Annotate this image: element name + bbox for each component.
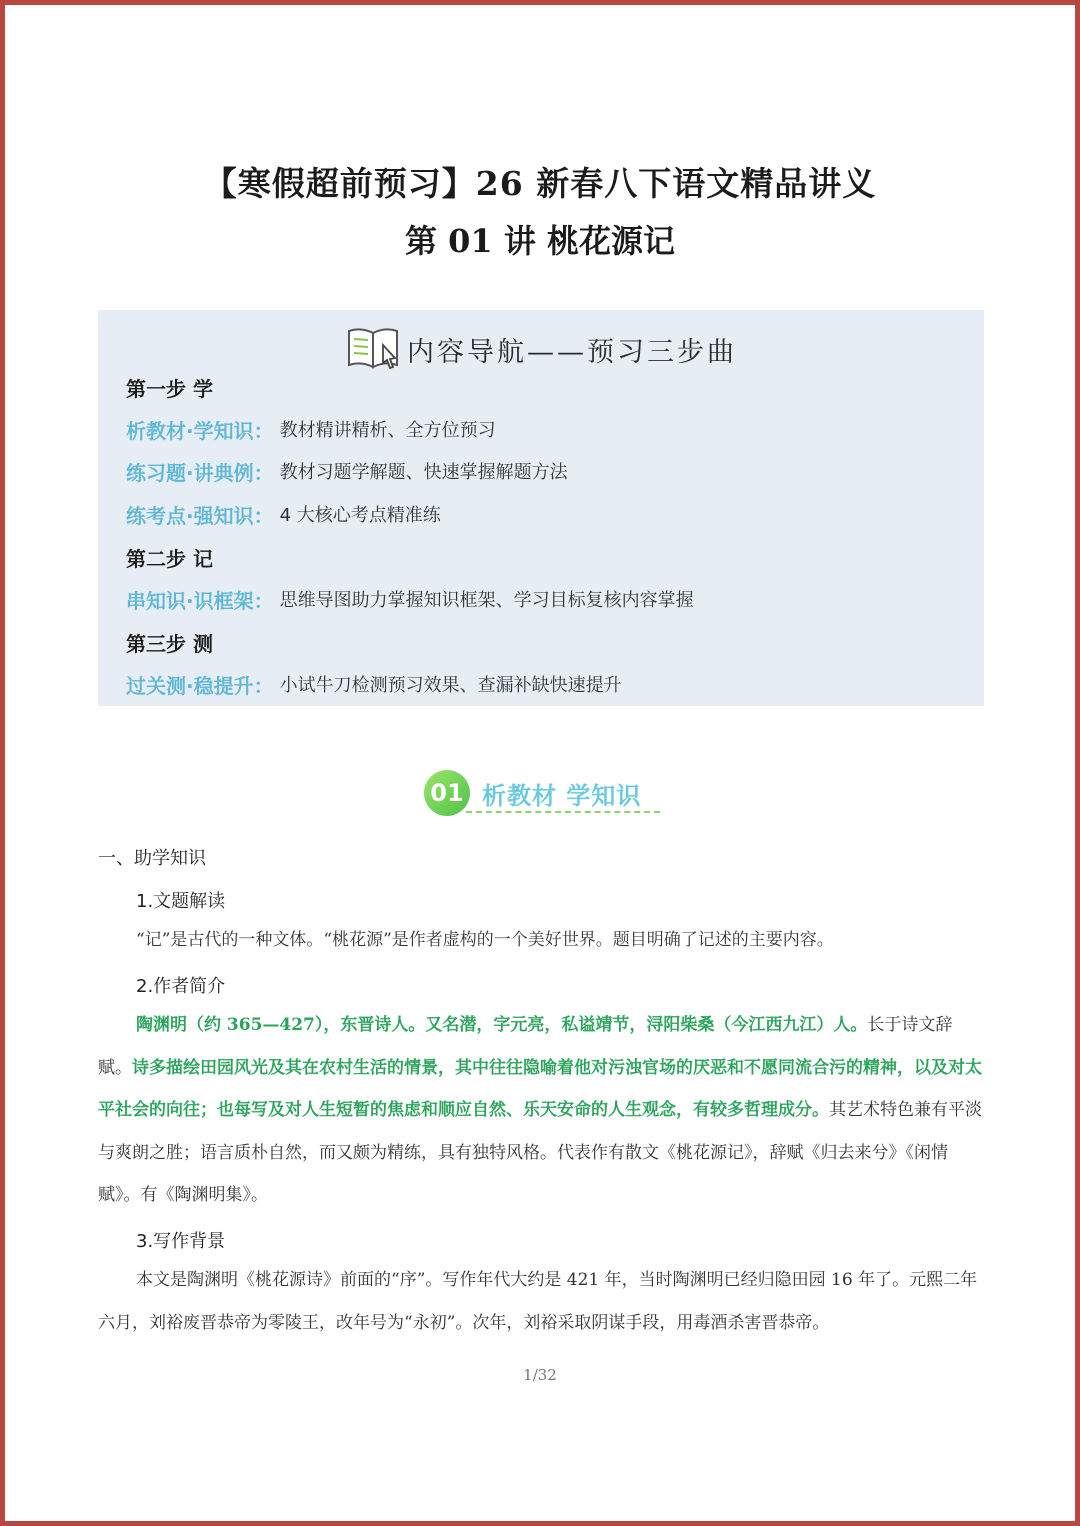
nav-item-desc: 思维导图助力掌握知识框架、学习目标复核内容掌握 [279,590,694,611]
title-interpretation-text: “记”是古代的一种文体。“桃花源”是作者虚构的一个美好世界。题目明确了记述的主要内容。 [136,930,834,950]
step-two-heading: 第二步 记 [126,546,213,571]
step-three-heading: 第三步 测 [126,631,213,656]
heading-study-knowledge: 一、助学知识 [98,848,206,869]
author-text: 长于诗文辞赋。 [98,1015,953,1078]
nav-item [126,584,694,614]
heading-title-interpretation: 1.文题解读 [136,891,226,912]
step-one-heading: 第一步 学 [126,376,213,401]
nav-item [126,456,568,486]
nav-item [126,499,441,529]
content-navigation-box [98,310,984,706]
heading-writing-background: 3.写作背景 [136,1231,226,1252]
page-number: 1/32 [523,1366,557,1384]
nav-item-desc: 教材习题学解题、快速掌握解题方法 [279,462,568,483]
nav-item-key: 练习题·讲典例： [126,460,274,485]
nav-item-key: 串知识·识框架： [126,588,274,613]
author-profile-text [98,1004,984,1217]
nav-item-key: 过关测·稳提升： [126,673,274,698]
nav-item-desc: 4 大核心考点精准练 [279,505,441,526]
section-underline [466,811,660,813]
writing-background-text: 本文是陶渊明《桃花源诗》前面的“序”。写作年代大约是 421 年，当时陶渊明已经归隐田园 16 年了。元熙二年六月，刘裕废晋恭帝为零陵王，改年号为“永初”。次年，刘裕采取阴谋手段，用毒酒杀害晋恭帝。 [98,1270,978,1333]
lecture-title: 第 01 讲 桃花源记 [405,222,675,260]
section-number: 01 [424,770,470,816]
nav-title: 内容导航——预习三步曲 [407,336,737,368]
nav-item [126,414,496,444]
nav-item-key: 练考点·强知识： [126,503,274,528]
nav-item-desc: 小试牛刀检测预习效果、查漏补缺快速提升 [279,675,622,696]
author-text: 其艺术特色兼有平淡与爽朗之胜；语言质朴自然，而又颇为精练，具有独特风格。代表作有散文《桃花源记》，辞赋《归去来兮》《闲情赋》。有《陶渊明集》。 [98,1100,982,1206]
author-highlight: 陶渊明（约 365—427），东晋诗人。又名潜，字元亮，私谥靖节，浔阳柴桑（今江西九江）人。 [136,1015,868,1035]
section-title: 析教材 学知识 [482,781,642,810]
document-title: 【寒假超前预习】26 新春八下语文精品讲义 [203,164,877,203]
author-highlight: 诗多描绘田园风光及其在农村生活的情景，其中往往隐喻着他对污浊官场的厌恶和不愿同流合污的精神，以及对太平社会的向往；也每写及对人生短暂的焦虑和顺应自然、乐天安命的人生观念，有较多哲理成分。 [98,1057,982,1121]
nav-item-key: 析教材·学知识： [126,418,274,443]
heading-author-profile: 2.作者简介 [136,976,226,997]
nav-item [126,669,622,699]
nav-item-desc: 教材精讲精析、全方位预习 [279,420,496,441]
nav-header [98,324,984,374]
book-pointer-icon [345,323,403,375]
